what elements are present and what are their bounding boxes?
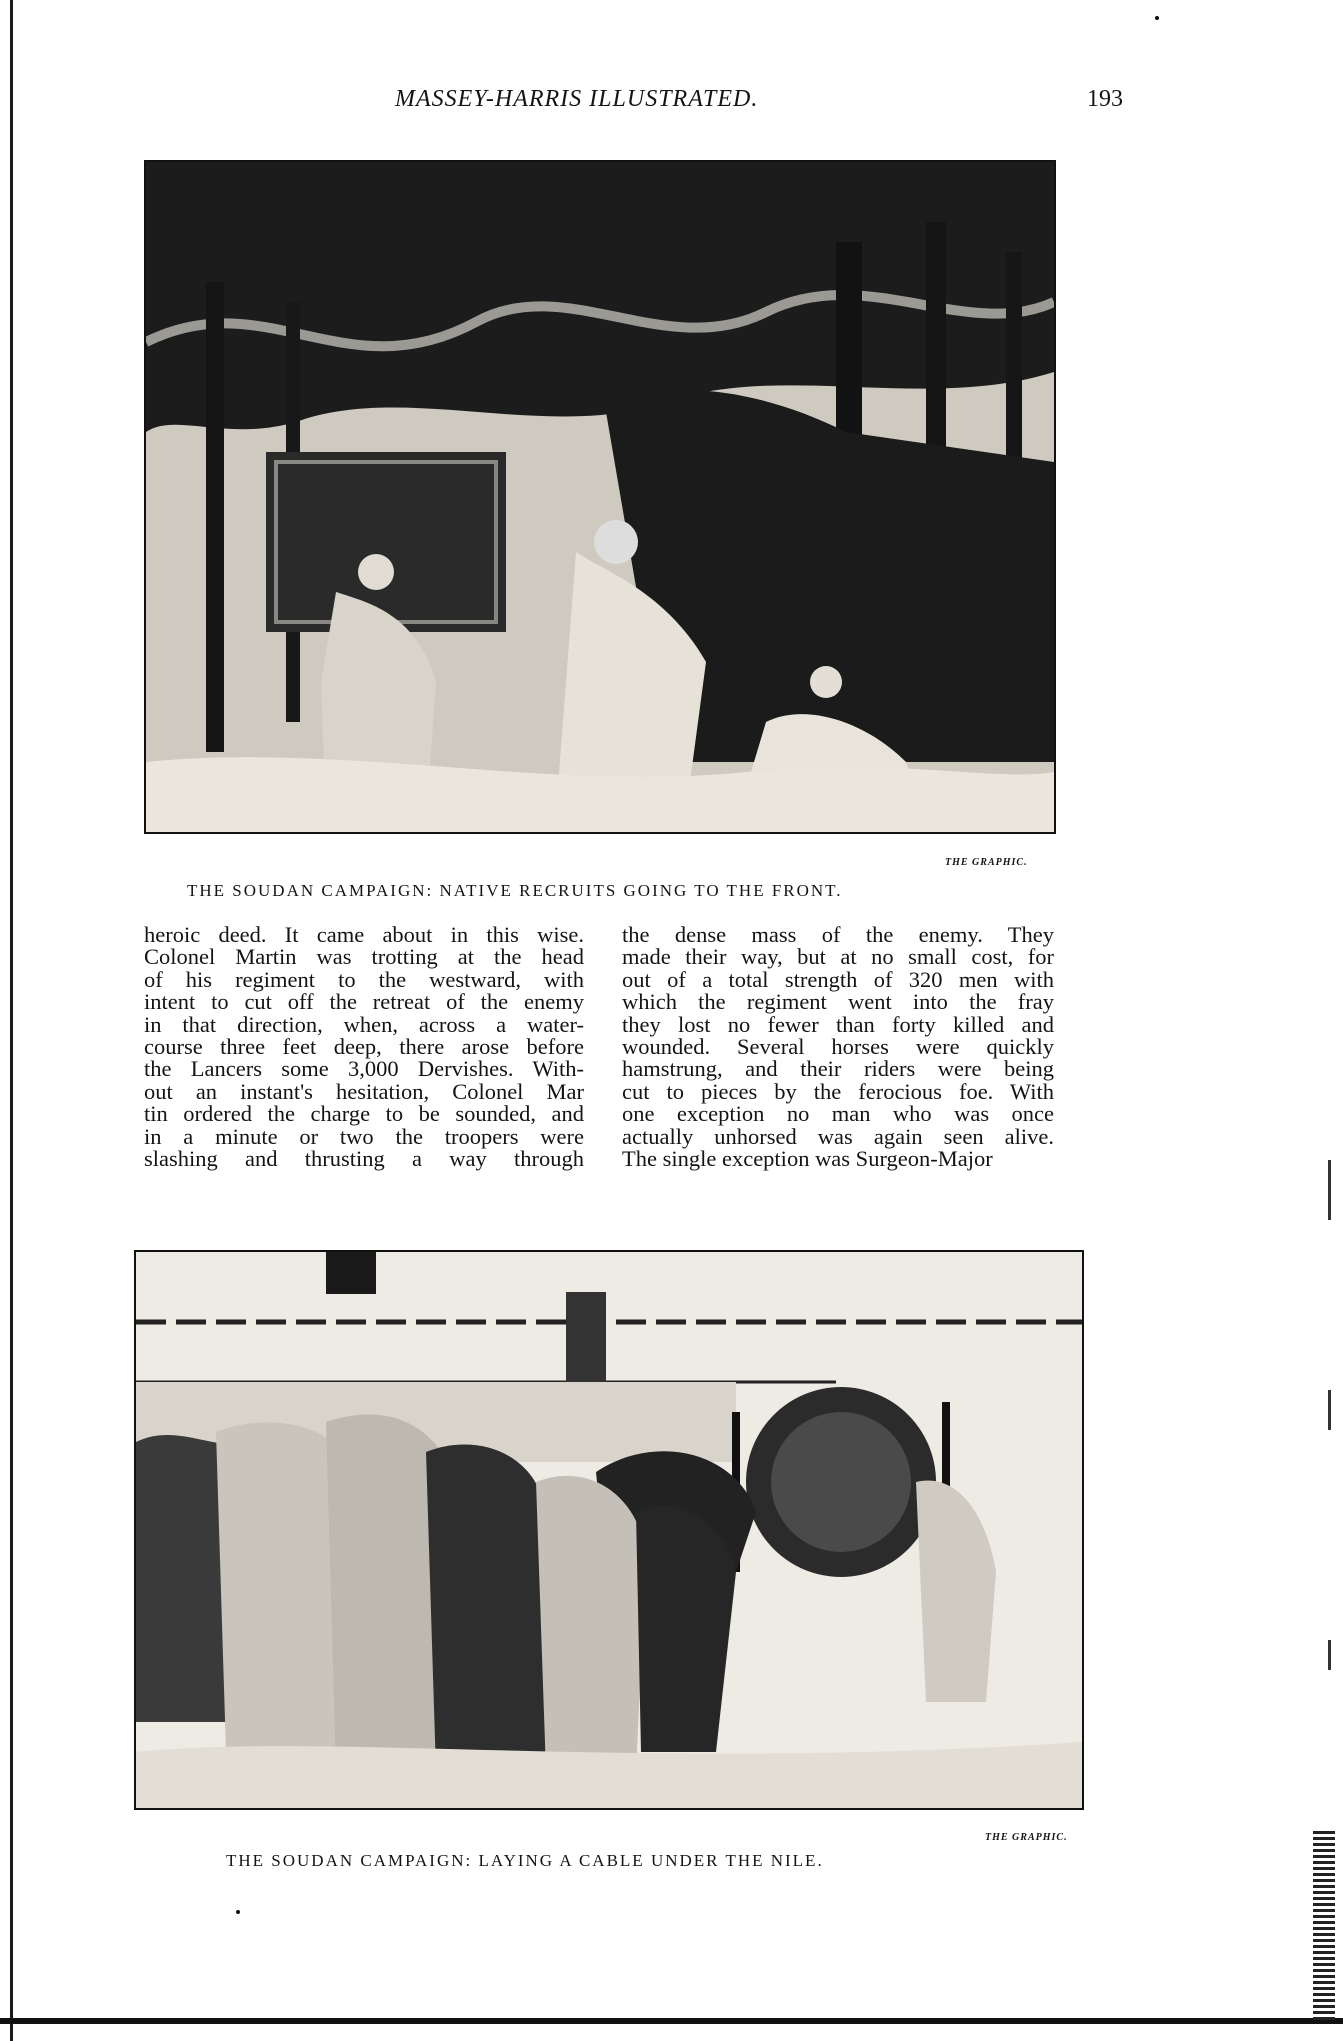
text-line: cut to pieces by the ferocious foe. With	[622, 1078, 1054, 1104]
text-line: the Lancers some 3,000 Dervishes. With-	[144, 1056, 584, 1082]
print-speck	[1155, 16, 1159, 20]
article-column-right	[622, 924, 1054, 1170]
text-line: hamstrung, and their riders were being	[622, 1056, 1054, 1082]
text-line: made their way, but at no small cost, for	[622, 944, 1054, 970]
text-line: wounded. Several horses were quickly	[622, 1034, 1054, 1060]
text-line: of his regiment to the westward, with	[144, 966, 584, 992]
text-line: the dense mass of the enemy. They	[622, 922, 1054, 947]
engraving-cable-laying	[134, 1250, 1084, 1810]
print-speck	[236, 1910, 240, 1914]
page-edge-rule	[10, 0, 13, 2041]
text-line: intent to cut off the retreat of the enemy	[144, 989, 584, 1015]
text-line: Colonel Martin was trotting at the head	[144, 944, 584, 970]
text-line: which the regiment went into the fray	[622, 989, 1054, 1015]
figure-caption: THE SOUDAN CAMPAIGN: NATIVE RECRUITS GOING TO THE FRONT.	[187, 881, 843, 900]
text-line: slashing and thrusting a way through	[144, 1146, 584, 1172]
edge-mark	[1328, 1160, 1331, 1220]
text-line: heroic deed. It came about in this wise.	[144, 922, 584, 947]
text-line: in a minute or two the troopers were	[144, 1123, 584, 1149]
text-line: in that direction, when, across a water-	[144, 1011, 584, 1037]
figure-credit: THE GRAPHIC.	[945, 857, 1028, 868]
figure-caption: THE SOUDAN CAMPAIGN: LAYING A CABLE UNDER THE NILE.	[226, 1851, 824, 1870]
engraving-native-recruits	[144, 160, 1056, 834]
text-line: one exception no man who was once	[622, 1101, 1054, 1127]
torn-edge-scrap	[1313, 1830, 1335, 2020]
text-line: The single exception was Surgeon-Major	[622, 1146, 993, 1172]
edge-mark	[1328, 1390, 1331, 1430]
figure-credit: THE GRAPHIC.	[985, 1832, 1068, 1843]
text-line: course three feet deep, there arose before	[144, 1034, 584, 1060]
page-number: 193	[1087, 86, 1123, 112]
text-line: they lost no fewer than forty killed and	[622, 1011, 1054, 1037]
text-line: out an instant's hesitation, Colonel Mar	[144, 1078, 584, 1104]
text-line: tin ordered the charge to be sounded, and	[144, 1101, 584, 1127]
running-title: MASSEY-HARRIS ILLUSTRATED.	[395, 86, 759, 112]
page-bottom-rule	[0, 2018, 1343, 2024]
edge-mark	[1328, 1640, 1331, 1670]
text-line: actually unhorsed was again seen alive.	[622, 1123, 1054, 1149]
text-line: out of a total strength of 320 men with	[622, 966, 1054, 992]
engraving-cable-laying-art	[136, 1252, 1082, 1808]
engraving-native-recruits-art	[146, 162, 1054, 832]
article-column-left	[144, 924, 584, 1170]
